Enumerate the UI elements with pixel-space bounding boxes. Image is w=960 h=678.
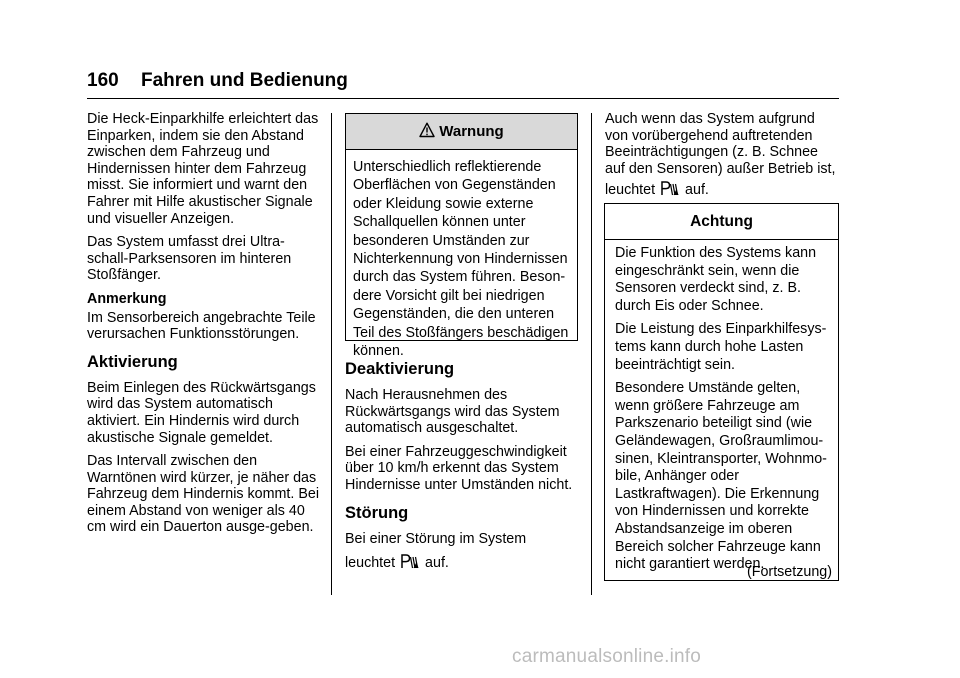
page-number: 160 [87,70,119,91]
column-1 [87,111,323,543]
caution-paragraph-3: Besondere Umstände gelten, wenn größere Fahrzeuge am Parkszenario beteiligt sind (wie Geländewagen, Großraumlimou-sinen, Kleintransporter, Wohnmo-bile, Anhänger oder Lastkraftwagen). Die Erkennung von Hindernissen und korrekte Abstandsanzeige im oberen Bereich solcher Fahrzeuge kann nicht garantiert werden. [615,380,827,573]
deactivation-heading: Deaktivierung [345,360,455,378]
activation-heading: Aktivierung [87,352,178,371]
fault-auf-text: auf. [425,555,449,572]
activation-paragraph-2: Das Intervall zwischen den Warntönen wird kürzer, je näher das Fahrzeug dem Hindernis kommt. Bei einem Abstand von weniger als 40 cm wird ein Dauerton ausge-geben. [87,453,320,536]
warning-text: Unterschiedlich reflektierende Oberflächen von Gegenständen oder Kleidung sowie externe Schallquellen können unter besonderen Umständen zur Nichterkennung von Hindernissen durch das System führen. Beson-dere Vorsicht gilt bei niedrigen Gegenständen, die den unteren Teil des Stoßfängers beschädigen können. [353,159,569,360]
intro-paragraph: Die Heck-Einparkhilfe erleichtert das Einparken, indem sie den Abstand zwischen dem Fahrzeug und Hindernissen hinter dem Fahrzeug misst. Sie informiert und warnt den Fahrer mit Hilfe akustischer Signale und visueller Anzeigen. [87,111,319,227]
header-rule [87,98,839,99]
col3-paragraph-end [605,181,841,201]
note-heading: Anmerkung [87,290,167,307]
park-assist-icon [401,554,419,574]
caution-title: Achtung [605,204,838,240]
park-assist-icon [661,181,679,201]
warning-box [345,113,578,360]
deactivation-paragraph-2: Bei einer Fahrzeuggeschwindigkeit über 10 km/h erkennt das System Hindernisse unter Umständen nicht. [345,443,573,493]
column-3 [605,111,841,208]
section-title: Fahren und Bedienung [141,70,348,91]
warning-box-header [346,114,577,150]
fault-leuchtet-text: leuchtet [345,555,396,572]
note-text: Im Sensorbereich angebrachte Teile verursachen Funktionsstörungen. [87,309,316,343]
col3-auf-text: auf. [685,182,709,199]
caution-body [605,240,838,574]
column-2 [345,350,583,581]
caution-box [604,203,839,581]
warning-title: Warnung [439,123,504,140]
watermark: carmanualsonline.info [512,646,702,667]
system-paragraph: Das System umfasst drei Ultra-schall-Parksensoren im hinteren Stoßfänger. [87,234,292,284]
column-divider-right [591,113,592,595]
caution-paragraph-2: Die Leistung des Einparkhilfesys-tems kann durch hohe Lasten beeinträchtigt sein. [615,321,827,373]
column-divider-left [331,113,332,595]
deactivation-paragraph-1: Nach Herausnehmen des Rückwärtsgangs wird das System automatisch ausgeschaltet. [345,387,560,437]
fault-paragraph-1: Bei einer Störung im System [345,530,527,547]
warning-triangle-icon [419,122,435,142]
continued-label: (Fortsetzung) [746,564,832,580]
col3-leuchtet-text: leuchtet [605,182,656,199]
fault-paragraph-2 [345,554,583,574]
activation-paragraph-1: Beim Einlegen des Rückwärtsgangs wird das System automatisch aktiviert. Ein Hindernis wird durch akustische Signale gemeldet. [87,379,316,446]
fault-heading: Störung [345,503,409,522]
col3-paragraph: Auch wenn das System aufgrund von vorübergehend auftretenden Beeinträchtigungen (z. B. Schnee auf den Sensoren) außer Betrieb ist, [605,111,836,177]
caution-paragraph-1: Die Funktion des Systems kann eingeschränkt sein, wenn die Sensoren verdeckt sind, z. B. durch Eis oder Schnee. [615,245,817,314]
